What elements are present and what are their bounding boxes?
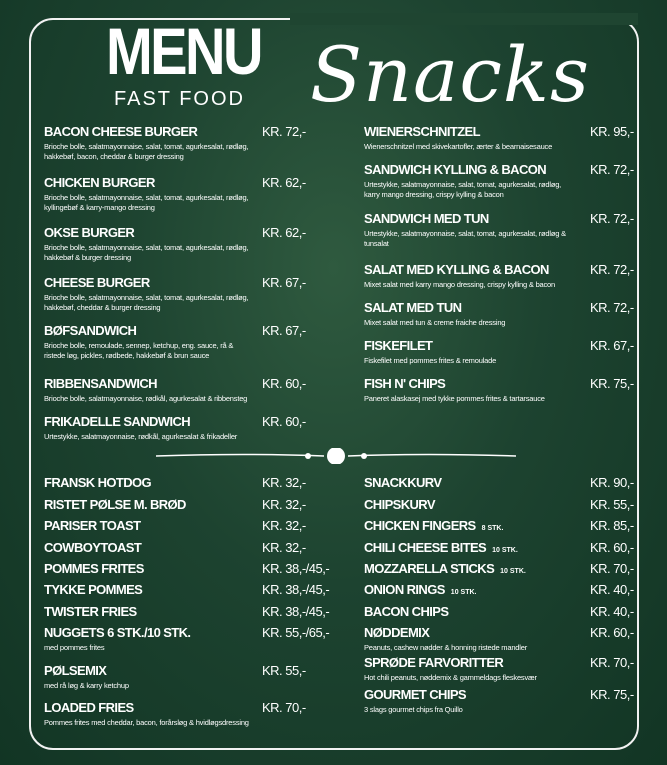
item-name xyxy=(44,497,186,513)
item-description: Mixet salat med karry mango dressing, crispy kylling & bacon xyxy=(364,280,555,289)
item-price: KR. 62,- xyxy=(262,175,306,190)
item-quantity: 8 STK. xyxy=(481,525,504,532)
item-price: KR. 32,- xyxy=(262,518,306,533)
item-price: KR. 70,- xyxy=(590,561,634,576)
item-description: Hot chili peanuts, nøddemix & gammeldags fleskesvær xyxy=(364,673,537,682)
item-name xyxy=(364,376,574,392)
item-name xyxy=(44,561,144,577)
menu-item xyxy=(44,275,254,313)
menu-item xyxy=(364,497,435,513)
item-price: KR. 38,-/45,- xyxy=(262,582,330,597)
item-name xyxy=(44,124,254,140)
item-description: Urtestykke, salatmayonnaise, salat, tomat, agurkesalat, rødløg, karry mango dressing, crispy kylling & bacon xyxy=(364,180,562,199)
item-price: KR. 67,- xyxy=(590,338,634,353)
menu-item xyxy=(44,376,254,404)
item-name-text: GOURMET CHIPS xyxy=(364,687,466,702)
menu-item xyxy=(44,518,140,534)
item-description: med pommes frites xyxy=(44,643,105,652)
menu-item xyxy=(44,323,254,361)
item-price: KR. 32,- xyxy=(262,497,306,512)
item-price: KR. 62,- xyxy=(262,225,306,240)
item-name xyxy=(44,323,254,339)
item-price: KR. 75,- xyxy=(590,687,634,702)
frame-gap xyxy=(290,13,638,25)
item-price: KR. 67,- xyxy=(262,275,306,290)
menu-item xyxy=(364,124,574,152)
menu-item xyxy=(44,124,254,162)
item-name-text: PARISER TOAST xyxy=(44,518,141,533)
fast-food-subtitle: FAST FOOD xyxy=(114,88,245,110)
item-name xyxy=(364,561,526,580)
item-price: KR. 38,-/45,- xyxy=(262,561,330,576)
item-name-text: SANDWICH MED TUN xyxy=(364,211,489,226)
section-divider xyxy=(156,448,516,464)
menu-item xyxy=(364,300,574,328)
item-description: Peanuts, cashew nødder & honning ristede mandler xyxy=(364,643,528,652)
menu-item xyxy=(364,211,574,249)
item-name-text: BACON CHEESE BURGER xyxy=(44,124,198,139)
item-price: KR. 90,- xyxy=(590,475,634,490)
menu-item xyxy=(364,338,574,366)
item-name xyxy=(44,540,141,556)
item-name-text: CHICKEN BURGER xyxy=(44,175,155,190)
item-price: KR. 70,- xyxy=(590,655,634,670)
item-name-text: NØDDEMIX xyxy=(364,625,430,640)
menu-item xyxy=(44,604,137,620)
item-name xyxy=(364,262,574,278)
item-price: KR. 67,- xyxy=(262,323,306,338)
item-name xyxy=(364,475,441,491)
item-name-text: FISH N' CHIPS xyxy=(364,376,446,391)
item-name-text: MOZZARELLA STICKS xyxy=(364,561,495,576)
item-description: Brioche bolle, salatmayonnaise, salat, tomat, agurkesalat, rødløg, hakkebøf, bacon, cheddar & burger dressing xyxy=(44,142,249,161)
item-name-text: CHIPSKURV xyxy=(364,497,435,512)
item-name-text: TYKKE POMMES xyxy=(44,582,143,597)
item-name xyxy=(44,582,142,598)
menu-item xyxy=(364,655,574,683)
menu-item xyxy=(44,225,254,263)
item-name-text: OKSE BURGER xyxy=(44,225,135,240)
item-price: KR. 32,- xyxy=(262,540,306,555)
item-price: KR. 75,- xyxy=(590,376,634,391)
menu-item xyxy=(44,582,142,598)
item-description: Brioche bolle, salatmayonnaise, salat, tomat, agurkesalat, rødløg, hakkebøf, cheddar & burger dressing xyxy=(44,293,249,312)
menu-item xyxy=(364,540,518,559)
menu-item xyxy=(364,625,574,653)
item-name-text: BACON CHIPS xyxy=(364,604,449,619)
menu-title: MENU xyxy=(106,14,261,88)
item-description: Mixet salat med tun & creme fraiche dressing xyxy=(364,318,506,327)
item-name xyxy=(364,162,574,178)
item-name-text: LOADED FRIES xyxy=(44,700,134,715)
item-price: KR. 60,- xyxy=(262,376,306,391)
item-description: Brioche bolle, salatmayonnaise, rødkål, agurkesalat & ribbensteg xyxy=(44,394,248,403)
item-quantity: 10 STK. xyxy=(450,589,477,596)
item-name xyxy=(44,414,254,430)
item-quantity: 10 STK. xyxy=(500,568,526,575)
item-name-text: FISKEFILET xyxy=(364,338,433,353)
item-name xyxy=(364,124,574,140)
menu-item xyxy=(44,663,254,691)
item-price: KR. 85,- xyxy=(590,518,634,533)
item-price: KR. 72,- xyxy=(590,300,634,315)
menu-item xyxy=(44,625,254,653)
item-name xyxy=(44,475,151,491)
item-price: KR. 70,- xyxy=(262,700,306,715)
menu-item xyxy=(364,262,574,290)
item-price: KR. 40,- xyxy=(590,604,634,619)
item-name-text: PØLSEMIX xyxy=(44,663,107,678)
item-description: Wienerschnitzel med skivekartofler, ærter & bearnaisesauce xyxy=(364,142,553,151)
item-name-text: SALAT MED TUN xyxy=(364,300,462,315)
item-name-text: SANDWICH KYLLING & BACON xyxy=(364,162,547,177)
item-description: med rå løg & karry ketchup xyxy=(44,681,129,690)
item-description: Brioche bolle, salatmayonnaise, salat, tomat, agurkesalat, rødløg, kyllingebøf & karry-mango dressing xyxy=(44,193,249,212)
item-name-text: SALAT MED KYLLING & BACON xyxy=(364,262,549,277)
item-name xyxy=(364,625,574,641)
item-name-text: BØFSANDWICH xyxy=(44,323,137,338)
menu-item xyxy=(364,561,526,580)
menu-item xyxy=(364,376,574,404)
item-name-text: SPRØDE FARVORITTER xyxy=(364,655,504,670)
item-name xyxy=(44,518,140,534)
item-description: Fiskefilet med pommes frites & remoulade xyxy=(364,356,497,365)
item-name xyxy=(364,655,574,671)
menu-item xyxy=(44,175,254,213)
item-description: 3 slags gourmet chips fra Quillo xyxy=(364,705,463,714)
item-name xyxy=(44,225,254,241)
item-name-text: CHEESE BURGER xyxy=(44,275,150,290)
snacks-script-title: Snacks xyxy=(310,30,590,119)
menu-item xyxy=(364,518,503,537)
item-description: Paneret alaskasej med tykke pommes frites & tartarsauce xyxy=(364,394,545,403)
item-name xyxy=(364,338,574,354)
item-name xyxy=(44,376,254,392)
item-name xyxy=(364,211,574,227)
item-name xyxy=(44,604,137,620)
item-name xyxy=(364,497,435,513)
item-name-text: RISTET PØLSE M. BRØD xyxy=(44,497,186,512)
item-name-text: FRIKADELLE SANDWICH xyxy=(44,414,191,429)
item-price: KR. 95,- xyxy=(590,124,634,139)
item-name-text: SNACKKURV xyxy=(364,475,442,490)
item-price: KR. 72,- xyxy=(590,211,634,226)
item-price: KR. 55,- xyxy=(590,497,634,512)
menu-item xyxy=(364,604,448,620)
item-quantity: 10 STK. xyxy=(492,547,518,554)
item-name-text: CHICKEN FINGERS xyxy=(364,518,476,533)
item-description: Urtestykke, salatmayonnaise, rødkål, agurkesalat & frikadeller xyxy=(44,432,238,441)
item-description: Pommes frites med cheddar, bacon, forårsløg & hvidløgsdressing xyxy=(44,718,249,727)
menu-item xyxy=(44,414,254,442)
item-name-text: NUGGETS 6 STK./10 STK. xyxy=(44,625,191,640)
item-name-text: FRANSK HOTDOG xyxy=(44,475,152,490)
item-description: Brioche bolle, remoulade, sennep, ketchup, eng. sauce, rå & ristede løg, pickles, rødbede, hakkebøf & brun sauce xyxy=(44,341,234,360)
item-name xyxy=(44,700,254,716)
item-name xyxy=(364,604,448,620)
item-name xyxy=(44,663,254,679)
item-price: KR. 72,- xyxy=(590,162,634,177)
menu-item xyxy=(44,540,141,556)
menu-item xyxy=(364,687,574,715)
item-name xyxy=(44,275,254,291)
menu-item xyxy=(364,162,574,200)
item-price: KR. 38,-/45,- xyxy=(262,604,330,619)
item-name xyxy=(44,625,254,641)
item-price: KR. 40,- xyxy=(590,582,634,597)
item-price: KR. 60,- xyxy=(590,540,634,555)
item-description: Urtestykke, salatmayonnaise, salat, tomat, agurkesalat, rødløg & tunsalat xyxy=(364,229,566,248)
item-name-text: POMMES FRITES xyxy=(44,561,144,576)
item-price: KR. 55,- xyxy=(262,663,306,678)
menu-item xyxy=(364,475,441,491)
item-name-text: TWISTER FRIES xyxy=(44,604,137,619)
item-price: KR. 72,- xyxy=(590,262,634,277)
item-name-text: WIENERSCHNITZEL xyxy=(364,124,480,139)
item-price: KR. 72,- xyxy=(262,124,306,139)
item-name xyxy=(364,582,476,601)
menu-item xyxy=(364,582,476,601)
item-price: KR. 55,-/65,- xyxy=(262,625,330,640)
item-name xyxy=(364,300,574,316)
menu-item xyxy=(44,475,151,491)
item-name xyxy=(44,175,254,191)
item-price: KR. 60,- xyxy=(590,625,634,640)
item-name xyxy=(364,687,574,703)
item-price: KR. 60,- xyxy=(262,414,306,429)
item-price: KR. 32,- xyxy=(262,475,306,490)
menu-item xyxy=(44,561,144,577)
item-name-text: CHILI CHEESE BITES xyxy=(364,540,487,555)
item-name-text: COWBOYTOAST xyxy=(44,540,142,555)
item-name xyxy=(364,540,518,559)
item-description: Brioche bolle, salatmayonnaise, salat, tomat, agurkesalat, rødløg, hakkebøf & burger dressing xyxy=(44,243,249,262)
menu-item xyxy=(44,700,254,728)
item-name xyxy=(364,518,503,537)
menu-item xyxy=(44,497,186,513)
item-name-text: ONION RINGS xyxy=(364,582,445,597)
item-name-text: RIBBENSANDWICH xyxy=(44,376,157,391)
